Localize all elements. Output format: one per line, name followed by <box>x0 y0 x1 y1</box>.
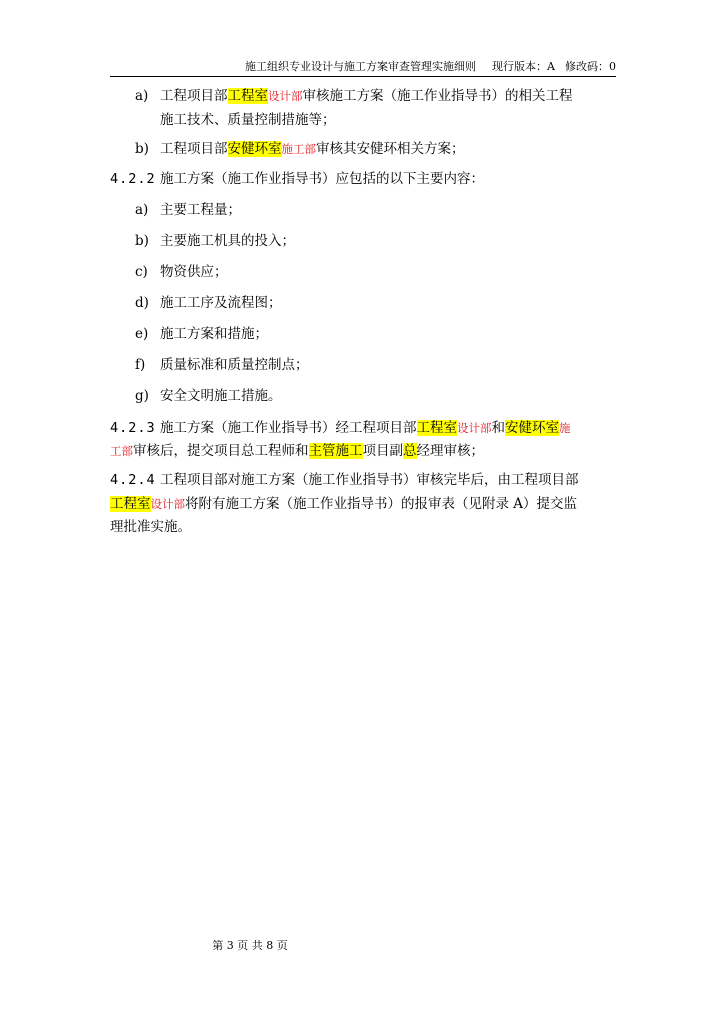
text-span: 审核施工方案（施工作业指导书）的相关工程 <box>302 88 573 104</box>
list-item: 主要工程量； <box>160 202 241 218</box>
highlight-text: 安健环室 <box>227 141 282 157</box>
inserted-text: 设计部 <box>457 421 492 435</box>
paragraph-line <box>110 442 484 460</box>
text-span: 和 <box>491 420 505 436</box>
section-number: 4.2.4 <box>110 472 156 488</box>
list-item: 施工工序及流程图； <box>160 295 282 311</box>
text-span: 审核后，提交项目总工程师和 <box>133 443 309 459</box>
paragraph-line: 理批准实施。 <box>110 519 191 535</box>
header-title: 施工组织专业设计与施工方案审查管理实施细则 <box>245 60 477 73</box>
header-revision: 修改码：0 <box>565 60 616 73</box>
section-number: 4.2.2 <box>110 171 156 187</box>
highlight-text: 主管施工 <box>308 443 363 459</box>
list-item-continuation: 施工技术、质量控制措施等； <box>160 112 336 128</box>
list-marker: a) <box>135 202 149 218</box>
inserted-text: 设计部 <box>150 497 185 511</box>
text-span: 将附有施工方案（施工作业指导书）的报审表（见附录 A）提交监 <box>185 496 578 512</box>
text-span: 经理审核； <box>416 443 484 459</box>
paragraph-line: 工程项目部对施工方案（施工作业指导书）审核完毕后，由工程项目部 <box>160 472 579 488</box>
inserted-text: 工部 <box>110 444 133 458</box>
text-span: 项目副 <box>362 443 403 459</box>
list-marker: e) <box>135 326 149 342</box>
text-span: 工程项目部 <box>160 88 228 104</box>
list-item <box>160 140 465 158</box>
text-span: 工程项目部 <box>160 141 228 157</box>
list-marker: b) <box>135 233 149 249</box>
list-marker: g) <box>135 388 149 404</box>
page-header <box>110 60 616 77</box>
paragraph-line <box>110 495 577 513</box>
list-marker: b) <box>135 141 149 157</box>
list-item: 物资供应； <box>160 264 228 280</box>
list-marker: d) <box>135 295 149 311</box>
highlight-text: 总 <box>403 443 417 459</box>
highlight-text: 工程室 <box>416 420 457 436</box>
highlight-text: 安健环室 <box>505 420 559 436</box>
list-item: 安全文明施工措施。 <box>160 388 282 404</box>
list-marker: a) <box>135 88 149 104</box>
highlight-text: 工程室 <box>227 88 268 104</box>
inserted-text: 施 <box>559 421 571 435</box>
list-item: 主要施工机具的投入； <box>160 233 295 249</box>
list-item: 质量标准和质量控制点； <box>160 357 309 373</box>
text-span: 审核其安健环相关方案； <box>316 141 465 157</box>
list-item <box>160 87 573 105</box>
section-number: 4.2.3 <box>110 420 156 436</box>
paragraph-line <box>160 419 571 437</box>
list-item: 施工方案和措施； <box>160 326 268 342</box>
highlight-text: 工程室 <box>110 496 151 512</box>
list-marker: f) <box>135 357 146 373</box>
inserted-text: 施工部 <box>281 142 316 156</box>
header-version: 现行版本：A <box>492 60 555 73</box>
section-title: 施工方案（施工作业指导书）应包括的以下主要内容： <box>160 171 484 187</box>
text-span: 施工方案（施工作业指导书）经工程项目部 <box>160 420 417 436</box>
page-footer: 第 3 页 共 8 页 <box>212 939 288 952</box>
inserted-text: 设计部 <box>268 89 303 103</box>
list-marker: c) <box>135 264 148 280</box>
